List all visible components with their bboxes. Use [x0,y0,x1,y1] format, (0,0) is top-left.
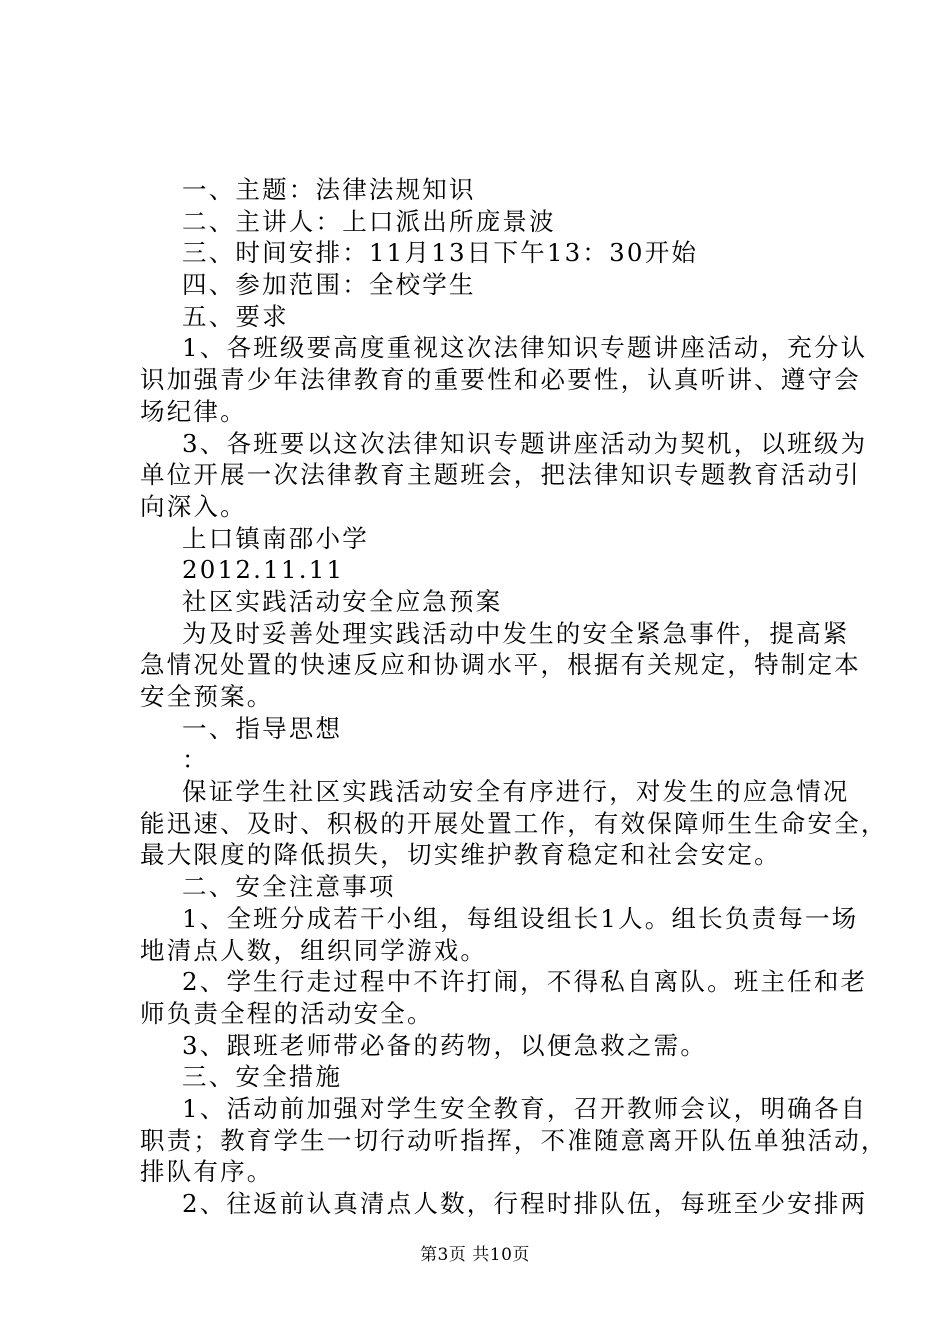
text-line: 二、主讲人：上口派出所庞景波 [182,206,556,236]
page-number-footer: 第3页 共10页 [420,1245,530,1265]
text-line: 2、往返前认真清点人数，行程时排队伍，每班至少安排两 [182,1189,868,1218]
text-line: 单位开展一次法律教育主题班会，把法律知识专题教育活动引 [140,460,861,490]
text-line: 1、活动前加强对学生安全教育，召开教师会议，明确各自 [182,1093,868,1123]
text-line: 三、安全措施 [182,1062,343,1092]
text-line: ： [182,745,209,775]
text-line: 四、参加范围：全校学生 [182,270,476,300]
text-line: 保证学生社区实践活动安全有序进行，对发生的应急情况 [182,777,850,807]
text-line: 能迅速、及时、积极的开展处置工作，有效保障师生生命安全， [140,808,888,838]
text-line: 上口镇南邵小学 [182,523,369,553]
text-line: 3、跟班老师带必备的药物，以便急救之需。 [182,1030,708,1060]
text-line: 安全预案。 [140,682,274,711]
text-line: 急情况处置的快速反应和协调水平，根据有关规定，特制定本 [140,650,861,680]
text-line: 地清点人数，组织同学游戏。 [140,935,488,965]
text-line: 识加强青少年法律教育的重要性和必要性，认真听讲、遵守会 [140,365,861,395]
text-line: 1、全班分成若干小组，每组设组长1人。组长负责每一场 [182,903,859,933]
text-line: 为及时妥善处理实践活动中发生的安全紧急事件，提高紧 [182,618,850,648]
document-body [140,174,888,1220]
text-line: 排队有序。 [140,1157,274,1187]
text-line: 2、学生行走过程中不许打闹，不得私自离队。班主任和老 [182,967,868,997]
text-line: 二、安全注意事项 [182,872,396,902]
text-line: 最大限度的降低损失，切实维护教育稳定和社会安定。 [140,840,781,870]
text-line: 一、指导思想 [182,713,343,743]
text-line: 1、各班级要高度重视这次法律知识专题讲座活动，充分认 [182,333,868,363]
text-line: 五、要求 [182,301,289,331]
text-line: 职责；教育学生一切行动听指挥，不准随意离开队伍单独活动， [140,1125,888,1155]
text-line: 2012.11.11 [182,555,345,585]
text-line: 师负责全程的活动安全。 [140,998,434,1028]
text-line: 三、时间安排：11月13日下午13：30开始 [182,238,699,268]
text-line: 一、主题：法律法规知识 [182,175,476,204]
text-line: 场纪律。 [140,396,247,426]
text-line: 向深入。 [140,491,247,521]
text-line: 3、各班要以这次法律知识专题讲座活动为契机，以班级为 [182,428,868,458]
text-line: 社区实践活动安全应急预案 [182,586,503,616]
